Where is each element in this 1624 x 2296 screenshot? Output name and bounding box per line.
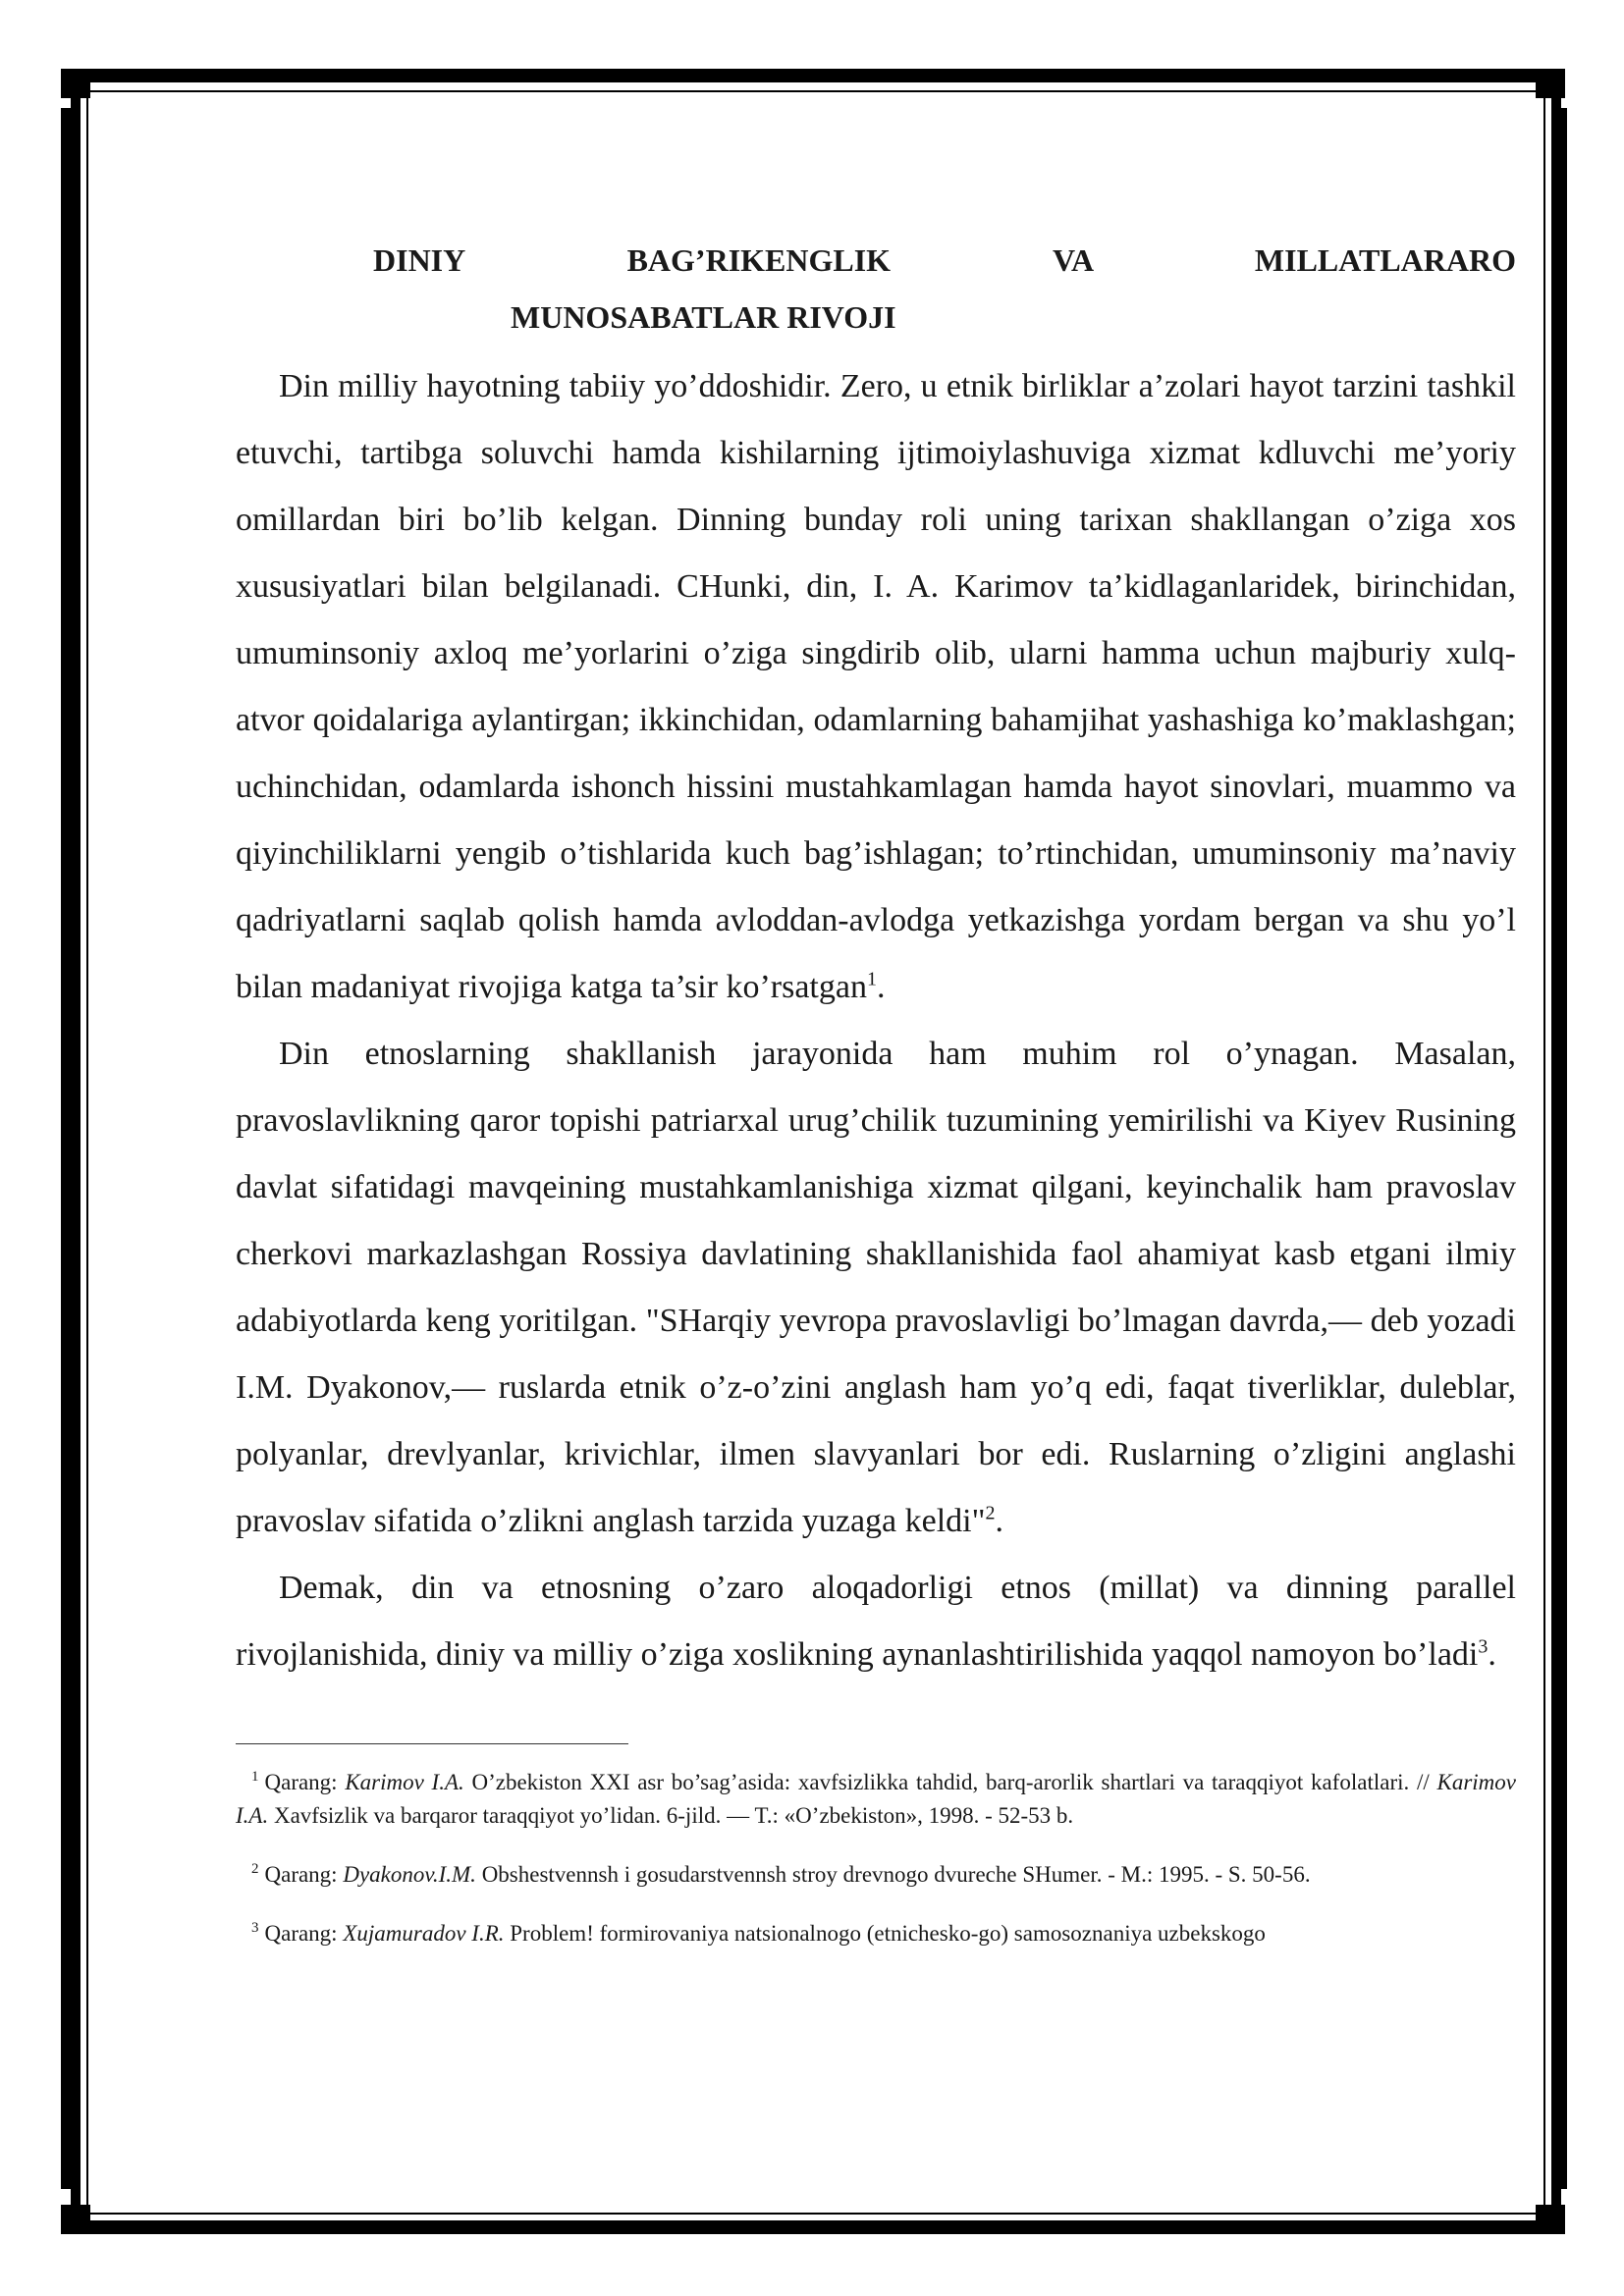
document-title-line2: MUNOSABATLAR RIVOJI — [511, 299, 896, 335]
border-corner-top-right — [1536, 69, 1565, 98]
paragraph-1-tail: . — [876, 969, 886, 1005]
paragraph-2-text: Din etnoslarning shakllanish jarayonida ham muhim rol o’ynagan. Masalan, pravoslavlikning qaror topishi patriarxal urug’chilik tuzumining yemirilishi va Kiyev Rusining davlat sifatidagi mavqeining mustahkamlanishiga xizmat qilgani, keyinchalik ham pravoslav cherkovi markazlashgan Rossiya davlatining shakllanishida faol ahamiyat kasb etgani ilmiy adabiyotlarda keng yoritilgan. "SHarqiy yevropa pravoslavligi bo’lmagan davrda,— deb yozadi I.M. Dyakonov,— ruslarda etnik o’z-o’zini anglash ham yo’q edi, faqat tiverliklar, duleblar, polyanlar, drevlyanlar, krivichlar, ilmen slavyanlari bor edi. Ruslarning o’zligini anglashi pravoslav sifatida o’zlikni anglash tarzida yuzaga keldi" — [236, 1036, 1516, 1539]
page-border-left-bar — [61, 108, 75, 2189]
footnote-2-number: 2 — [251, 1861, 259, 1878]
paragraph-2-tail: . — [995, 1503, 1003, 1539]
footnote-ref-3[interactable]: 3 — [1478, 1635, 1489, 1658]
paragraph-2 — [236, 1021, 1516, 1555]
footnote-1-prefix: Qarang: — [264, 1770, 346, 1794]
border-corner-bottom-left — [61, 2205, 90, 2234]
footnote-ref-2[interactable]: 2 — [985, 1502, 996, 1524]
footnote-1-author-2: Karimov I.A. — [236, 1770, 1516, 1828]
footnote-1 — [236, 1766, 1516, 1833]
border-corner-bottom-right — [1536, 2205, 1565, 2234]
paragraph-3-text: Demak, din va etnosning o’zaro aloqadorligi etnos (millat) va dinning parallel rivojlanishida, diniy va milliy o’ziga xoslikning aynanlashtirilishida yaqqol namoyon bo’ladi — [236, 1570, 1516, 1673]
page-border-right-bar — [1553, 108, 1567, 2189]
footnote-3-author: Xujamuradov I.R. — [343, 1921, 505, 1946]
document-body — [236, 232, 1516, 1976]
footnote-1-number: 1 — [251, 1769, 259, 1786]
document-title-line1: DINIY BAG’RIKENGLIK VA MILLATLARARO — [373, 242, 1516, 278]
footnote-ref-1[interactable]: 1 — [866, 968, 877, 990]
footnote-2-prefix: Qarang: — [264, 1862, 344, 1887]
paragraph-3-tail: . — [1488, 1636, 1496, 1673]
paragraph-1 — [236, 353, 1516, 1021]
border-corner-top-left — [61, 69, 90, 98]
footnote-3 — [236, 1917, 1516, 1950]
footnote-1-text: O’zbekiston XXI asr bo’sag’asida: xavfsizlikka tahdid, barq-arorlik shartlari va taraqqiyot kafolatlari. // — [463, 1770, 1437, 1794]
paragraph-1-text: Din milliy hayotning tabiiy yo’ddoshidir. Zero, u etnik birliklar a’zolari hayot tarzini tashkil etuvchi, tartibga soluvchi hamda kishilarning ijtimoiylashuviga xizmat kdluvchi me’yoriy omillardan biri bo’lib kelgan. Dinning bunday roli uning tarixan shakllangan o’ziga xos xususiyatlari bilan belgilanadi. CHunki, din, I. A. Karimov ta’kidlaganlaridek, birinchidan, umuminsoniy axloq me’yorlarini o’ziga singdirib olib, ularni hamma uchun majburiy xulq-atvor qoidalariga aylantirgan; ikkinchidan, odamlarning bahamjihat yashashiga ko’maklashgan; uchinchidan, odamlarda ishonch hissini mustahkamlagan hamda hayot sinovlari, muammo va qiyinchiliklarni yengib o’tishlarida kuch bag’ishlagan; to’rtinchidan, umuminsoniy ma’naviy qadriyatlarni saqlab qolish hamda avloddan-avlodga yetkazishga yordam bergan va shu yo’l bilan madaniyat rivojiga katga ta’sir ko’rsatgan — [236, 368, 1516, 1005]
footnote-1-text-2: Xavfsizlik va barqaror taraqqiyot yo’lidan. 6-jild. — T.: «O’zbekiston», 1998. - 52-53 b. — [268, 1803, 1074, 1828]
footnote-2 — [236, 1858, 1516, 1892]
footnote-2-text: Obshestvennsh i gosudarstvennsh stroy drevnogo dvureche SHumer. - M.: 1995. - S. 50-56. — [475, 1862, 1311, 1887]
footnote-3-number: 3 — [251, 1920, 259, 1937]
footnote-2-author: Dyakonov.I.M. — [343, 1862, 476, 1887]
footnote-3-prefix: Qarang: — [264, 1921, 344, 1946]
footnote-3-text: Problem! formirovaniya natsionalnogo (etnichesko-go) samosoznaniya uzbekskogo — [504, 1921, 1266, 1946]
paragraph-3 — [236, 1555, 1516, 1688]
footnote-1-author: Karimov I.A. — [345, 1770, 464, 1794]
footnote-separator — [236, 1743, 628, 1744]
